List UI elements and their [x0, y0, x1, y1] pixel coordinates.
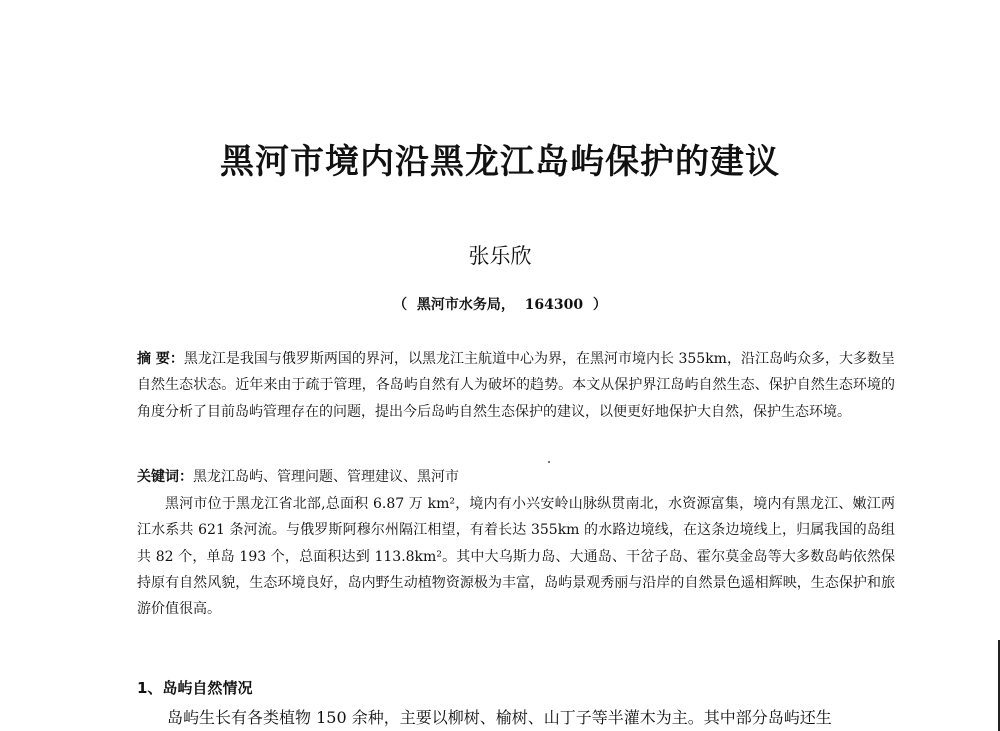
abstract-label: 摘 要：: [137, 351, 184, 367]
scan-speck: [548, 461, 550, 463]
abstract: [137, 346, 895, 425]
keywords-text: 黑龙江岛屿、管理问题、管理建议、黑河市: [193, 469, 459, 485]
section-paragraph: 岛屿生长有各类植物 150 余种，主要以柳树、榆树、山丁子等半灌木为主。其中部分岛屿还生: [167, 708, 832, 727]
intro-paragraph: 黑河市位于黑龙江省北部,总面积 6.87 万 km²，境内有小兴安岭山脉纵贯南北，水资源富集，境内有黑龙江、嫩江两江水系共 621 条河流。与俄罗斯阿穆尔州隔江相望，有着长达 355km 的水路边境线，在这条边境线上，归属我国的岛组共 82 个，单岛 193 个，总面积达到 113.8km²。其中大乌斯力岛、大通岛、干岔子岛、霍尔莫金岛等大多数岛屿依然保持原有自然风貌，生态环境良好，岛内野生动植物资源极为丰富，岛屿景观秀丽与沿岸的自然景色遥相辉映，生态保护和旅游价值很高。: [137, 496, 895, 618]
keywords: [137, 464, 895, 490]
author-affiliation: （ 黑河市水务局， 164300 ）: [393, 297, 607, 313]
paper-author: 张乐欣: [468, 244, 532, 268]
paper-title: 黑河市境内沿黑龙江岛屿保护的建议: [220, 142, 780, 182]
keywords-label: 关键词：: [137, 469, 193, 485]
section-heading: 1、岛屿自然情况: [137, 679, 253, 697]
abstract-text: 黑龙江是我国与俄罗斯两国的界河，以黑龙江主航道中心为界，在黑河市境内长 355km，沿江岛屿众多，大多数呈自然生态状态。近年来由于疏于管理，各岛屿自然有人为破坏的趋势。本文从保护界江岛屿自然生态、保护自然生态环境的角度分析了目前岛屿管理存在的问题，提出今后岛屿自然生态保护的建议，以便更好地保护大自然，保护生态环境。: [137, 351, 895, 420]
